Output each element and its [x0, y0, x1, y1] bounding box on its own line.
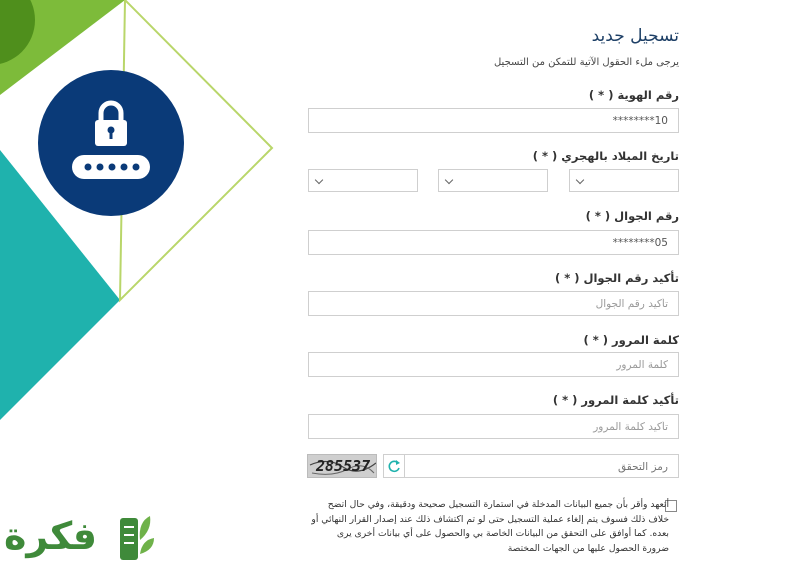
- captcha-image: [307, 454, 377, 478]
- id-number-input[interactable]: [309, 110, 678, 133]
- birth-date-label: تاريخ الميلاد بالهجري ( * ): [532, 149, 679, 163]
- mobile-field: [308, 230, 679, 255]
- birth-month-select[interactable]: [438, 169, 548, 192]
- terms-text: أتعهد وأقر بأن جميع البيانات المدخلة في استمارة التسجيل صحيحة ودقيقة، وفي حال اتضح خلاف ذلك فسوف يتم إلغاء عملية التسجيل حتى لو تم اكتشاف ذلك عند إصدار القرار النهائي أو بعده. كما أوافق على التحقق من البيانات الخاصة بي والحصول على أي بيانات أخرى يرى ضرورة الحصول عليها من الجهات المختصة: [311, 499, 669, 554]
- mobile-input[interactable]: [309, 232, 678, 255]
- captcha-input[interactable]: [405, 456, 678, 478]
- watermark-logo: [0, 510, 160, 573]
- captcha-text: 285537: [316, 457, 371, 475]
- mobile-confirm-field: [308, 291, 679, 316]
- password-label: كلمة المرور ( * ): [583, 333, 679, 347]
- watermark-text: فكرة: [4, 514, 98, 558]
- password-confirm-field: [308, 414, 679, 439]
- chevron-down-icon: [315, 176, 323, 184]
- captcha-field: [404, 454, 679, 478]
- birth-year-select[interactable]: [569, 169, 679, 192]
- chevron-down-icon: [576, 176, 584, 184]
- birth-day-select[interactable]: [308, 169, 418, 192]
- mobile-label: رقم الجوال ( * ): [585, 209, 679, 223]
- chevron-down-icon: [445, 176, 453, 184]
- id-number-field: [308, 108, 679, 133]
- leaf-icon: [116, 510, 156, 570]
- form-instructions: يرجى ملء الحقول الآتية للتمكن من التسجيل: [493, 57, 679, 68]
- mobile-confirm-label: تأكيد رقم الجوال ( * ): [554, 271, 679, 285]
- password-confirm-input[interactable]: [309, 416, 678, 439]
- password-input[interactable]: [309, 354, 678, 377]
- page-title: تسجيل جديد: [591, 26, 679, 46]
- password-confirm-label: تأكيد كلمة المرور ( * ): [552, 393, 679, 407]
- mobile-confirm-input[interactable]: [309, 293, 678, 316]
- password-field: [308, 352, 679, 377]
- captcha-refresh-button[interactable]: [383, 454, 405, 478]
- id-number-label: رقم الهوية ( * ): [588, 88, 679, 102]
- refresh-icon: [384, 455, 404, 477]
